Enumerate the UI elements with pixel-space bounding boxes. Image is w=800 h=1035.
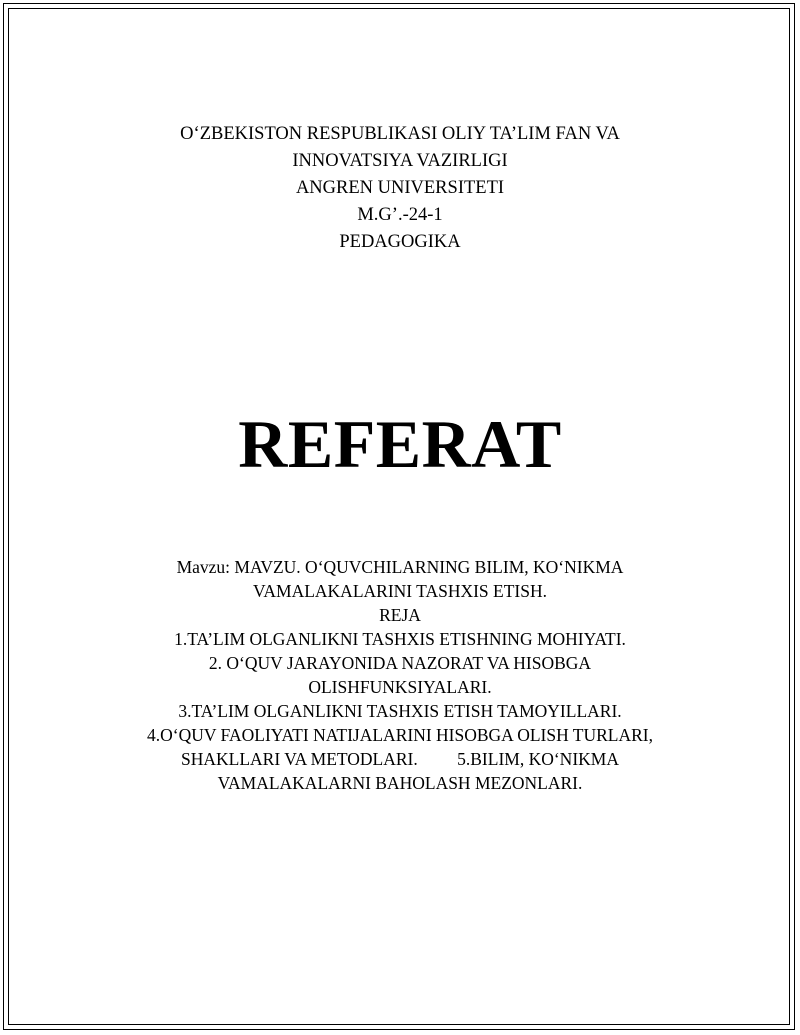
plan-heading: REJA — [379, 605, 421, 625]
plan-item-3: 3.TA’LIM OLGANLIKNI TASHXIS ETISH TAMOYILLARI. — [178, 701, 622, 721]
topic-line-2: VAMALAKALARINI TASHXIS ETISH. — [253, 581, 547, 601]
plan-item-2-cont: OLISHFUNKSIYALARI. — [308, 677, 492, 697]
plan-item-1: 1.TA’LIM OLGANLIKNI TASHXIS ETISHNING MOHIYATI. — [174, 629, 626, 649]
header-university: ANGREN UNIVERSITETI — [295, 178, 505, 198]
plan-item-5-cont: VAMALAKALARNI BAHOLASH MEZONLARI. — [217, 773, 583, 793]
header-ministry-line-1: O‘ZBEKISTON RESPUBLIKASI OLIY TA’LIM FAN VA — [180, 124, 620, 144]
topic-line-1: Mavzu: MAVZU. O‘QUVCHILARNING BILIM, KO‘NIKMA — [176, 557, 624, 577]
document-title: REFERAT — [238, 406, 562, 482]
plan-item-4: 4.O‘QUV FAOLIYATI NATIJALARINI HISOBGA OLISH TURLARI, — [146, 725, 654, 745]
institution-header — [0, 121, 800, 256]
plan-item-2: 2. O‘QUV JARAYONIDA NAZORAT VA HISOBGA — [208, 653, 592, 673]
header-subject: PEDAGOGIKA — [339, 232, 461, 252]
topic-and-plan — [125, 555, 675, 795]
header-ministry-line-2: INNOVATSIYA VAZIRLIGI — [292, 151, 508, 171]
header-group: M.G’.-24-1 — [357, 205, 443, 225]
plan-item-4-cont-item-5: SHAKLLARI VA METODLARI. 5.BILIM, KO‘NIKMA — [181, 749, 619, 769]
